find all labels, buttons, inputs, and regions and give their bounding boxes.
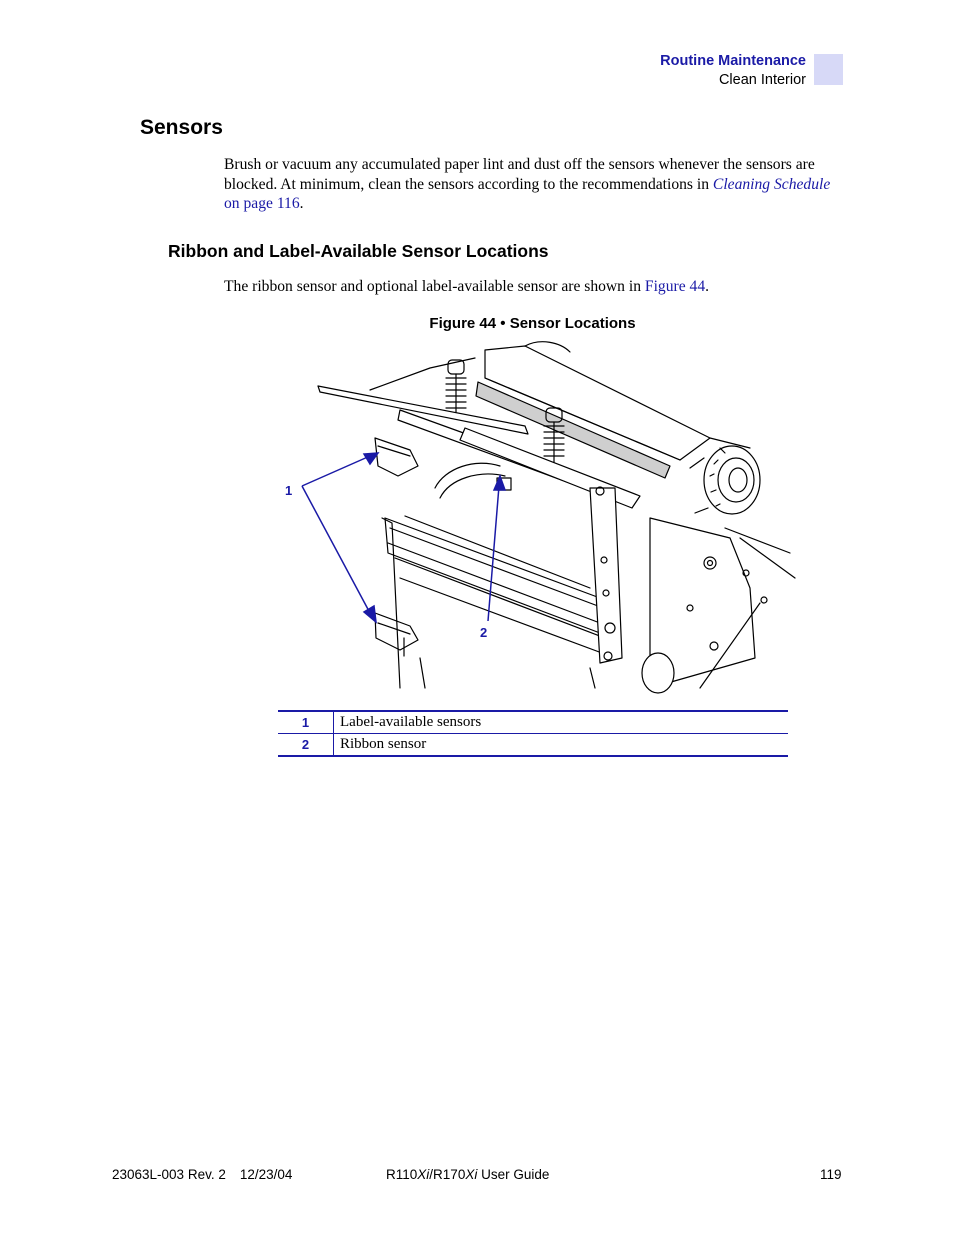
footer-guide-xi-1: Xi	[417, 1167, 430, 1182]
footer-date: 12/23/04	[239, 1167, 293, 1182]
cleaning-schedule-link[interactable]: Cleaning Schedule	[712, 175, 831, 193]
section-heading-sensors: Sensors	[140, 116, 223, 139]
header-section-title: Routine Maintenance	[660, 53, 806, 69]
running-header	[660, 52, 806, 90]
callout-2-label: 2	[480, 625, 488, 640]
footer-doc-id-text: 23063L-003 Rev. 2	[112, 1167, 226, 1182]
sensors-paragraph-text: Brush or vacuum any accumulated paper lint and dust off the sensors whenever the sensors are blocked. At minimum, clean the sensors according to the recommendations in	[224, 156, 815, 193]
ribbon-paragraph	[224, 277, 844, 297]
chapter-tab-marker	[814, 54, 843, 85]
spring-left-drawing	[446, 360, 466, 418]
figure-caption: Figure 44 • Sensor Locations	[429, 315, 636, 332]
figure-44-link[interactable]: Figure 44	[644, 278, 706, 295]
sensors-paragraph-end: .	[299, 195, 304, 212]
footer-guide-prefix: R110	[386, 1167, 418, 1182]
figure-legend-table	[278, 710, 788, 757]
legend-row	[278, 711, 788, 734]
footer-guide-title	[386, 1167, 549, 1182]
label-available-sensor-upper-drawing	[375, 438, 418, 476]
ribbon-paragraph-end: .	[705, 278, 710, 295]
legend-text: Label-available sensors	[334, 711, 789, 734]
legend-number: 1	[278, 711, 334, 734]
legend-text: Ribbon sensor	[334, 734, 789, 757]
sensors-paragraph	[224, 155, 844, 214]
footer-guide-xi-2: Xi	[465, 1167, 478, 1182]
footer-page-number: 119	[820, 1167, 842, 1182]
footer-guide-suffix: User Guide	[477, 1167, 550, 1182]
legend-number: 2	[278, 734, 334, 757]
ribbon-paragraph-text: The ribbon sensor and optional label-available sensor are shown in	[224, 278, 645, 295]
callout-1-label: 1	[285, 483, 293, 498]
header-subsection-title: Clean Interior	[718, 72, 806, 88]
footer-guide-mid: /R170	[429, 1167, 466, 1182]
footer-doc-id	[112, 1167, 292, 1182]
sensor-locations-figure	[270, 338, 800, 698]
subsection-heading-ribbon: Ribbon and Label-Available Sensor Locations	[168, 241, 549, 261]
cleaning-schedule-page-link[interactable]: on page 116	[224, 195, 300, 212]
legend-row	[278, 734, 788, 757]
